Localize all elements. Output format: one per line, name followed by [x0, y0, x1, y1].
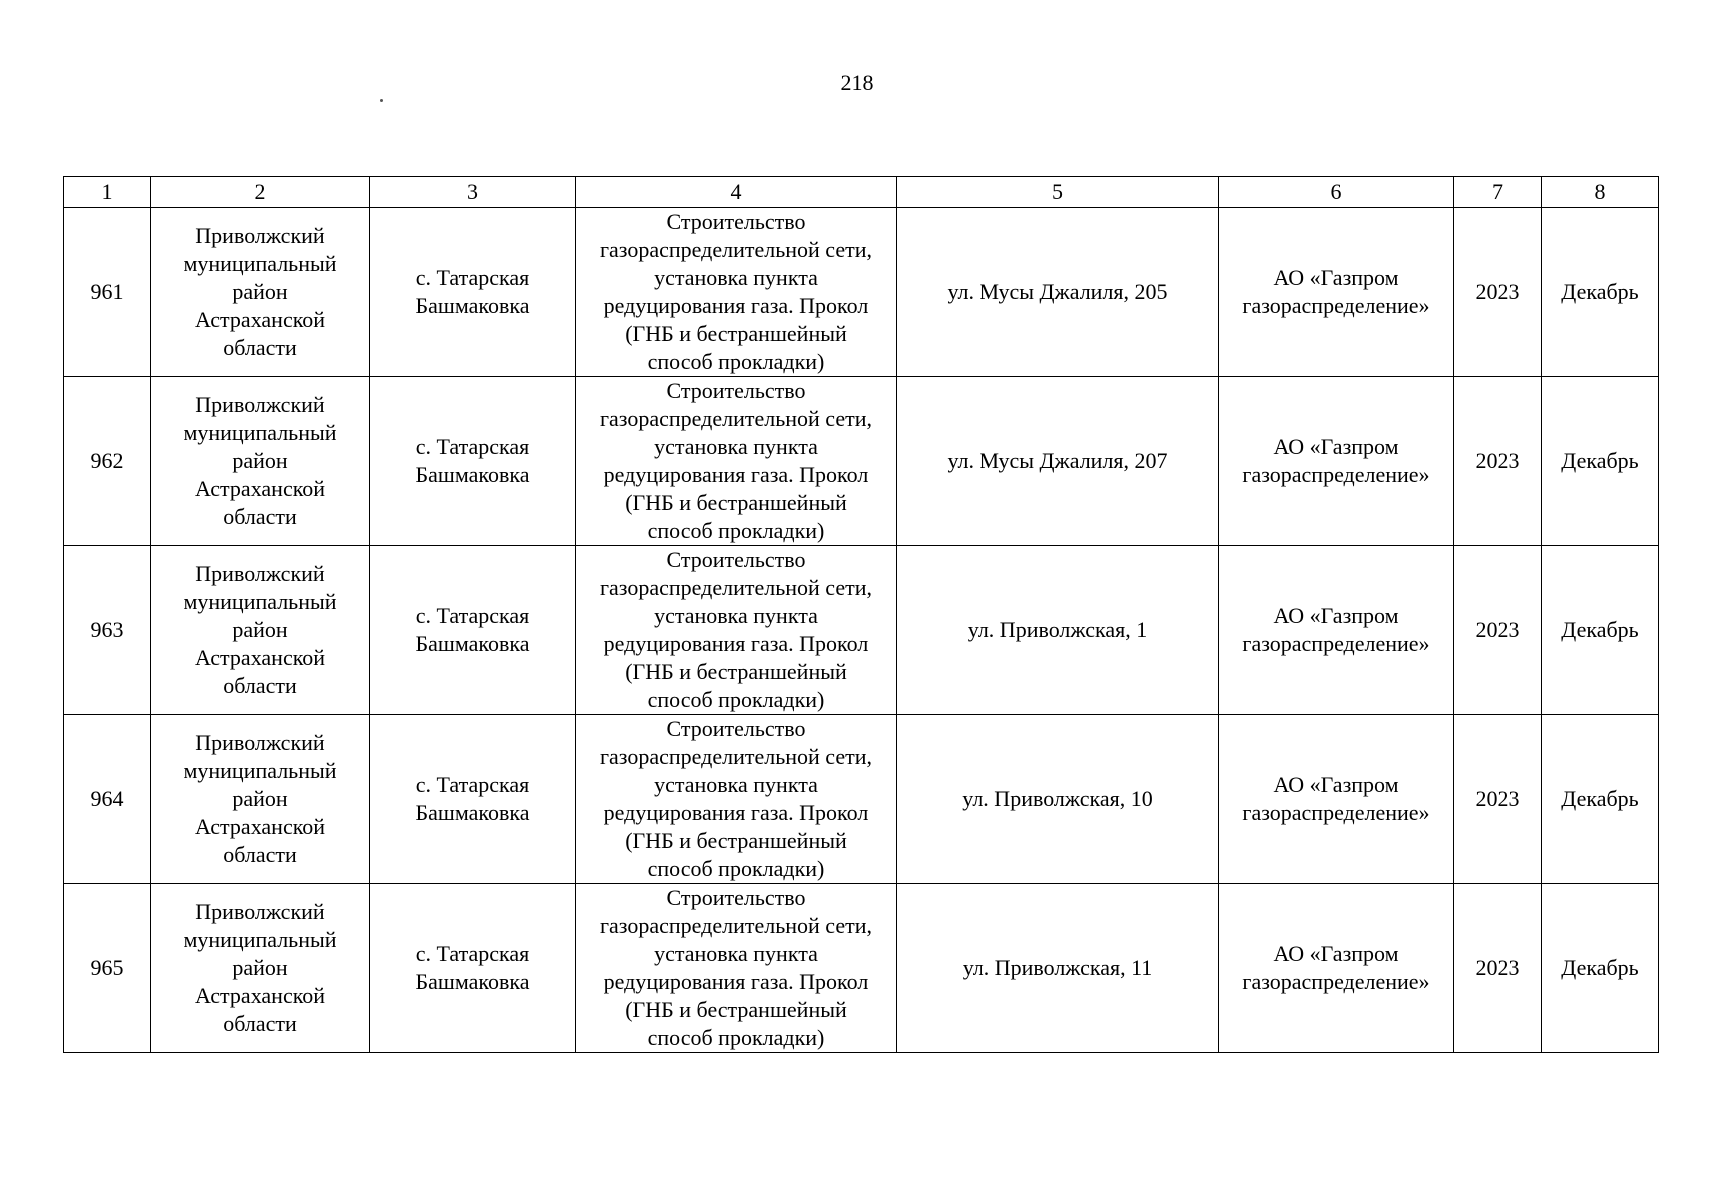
address-cell: ул. Мусы Джалиля, 205: [897, 208, 1219, 377]
row-number: 962: [64, 377, 151, 546]
month-cell: Декабрь: [1542, 208, 1659, 377]
table-row: [64, 208, 1659, 377]
column-header: 5: [897, 177, 1219, 208]
district-cell: Приволжский муниципальный район Астраханской области: [151, 377, 370, 546]
column-header: 8: [1542, 177, 1659, 208]
column-header: 6: [1219, 177, 1454, 208]
month-cell: Декабрь: [1542, 377, 1659, 546]
column-header: 4: [576, 177, 897, 208]
column-header: 2: [151, 177, 370, 208]
address-cell: ул. Приволжская, 10: [897, 715, 1219, 884]
address-cell: ул. Приволжская, 11: [897, 884, 1219, 1053]
organization-cell: АО «Газпром газораспределение»: [1219, 377, 1454, 546]
settlement-cell: с. Татарская Башмаковка: [370, 546, 576, 715]
year-cell: 2023: [1454, 546, 1542, 715]
district-cell: Приволжский муниципальный район Астраханской области: [151, 208, 370, 377]
table-row: [64, 884, 1659, 1053]
page-number: 218: [840, 70, 874, 95]
row-number: 964: [64, 715, 151, 884]
work-description-cell: Строительство газораспределительной сети, установка пункта редуцирования газа. Прокол (ГНБ и бестраншейный способ прокладки): [576, 715, 897, 884]
organization-cell: АО «Газпром газораспределение»: [1219, 884, 1454, 1053]
year-cell: 2023: [1454, 884, 1542, 1053]
work-description-cell: Строительство газораспределительной сети, установка пункта редуцирования газа. Прокол (ГНБ и бестраншейный способ прокладки): [576, 546, 897, 715]
column-header: 7: [1454, 177, 1542, 208]
settlement-cell: с. Татарская Башмаковка: [370, 208, 576, 377]
district-cell: Приволжский муниципальный район Астраханской области: [151, 884, 370, 1053]
column-header: 1: [64, 177, 151, 208]
column-header: 3: [370, 177, 576, 208]
row-number: 965: [64, 884, 151, 1053]
year-cell: 2023: [1454, 377, 1542, 546]
year-cell: 2023: [1454, 715, 1542, 884]
work-description-cell: Строительство газораспределительной сети, установка пункта редуцирования газа. Прокол (ГНБ и бестраншейный способ прокладки): [576, 377, 897, 546]
district-cell: Приволжский муниципальный район Астраханской области: [151, 715, 370, 884]
address-cell: ул. Мусы Джалиля, 207: [897, 377, 1219, 546]
month-cell: Декабрь: [1542, 884, 1659, 1053]
table-row: [64, 546, 1659, 715]
row-number: 961: [64, 208, 151, 377]
table-row: [64, 377, 1659, 546]
scan-speck: [380, 99, 383, 102]
table-row: [64, 715, 1659, 884]
work-description-cell: Строительство газораспределительной сети, установка пункта редуцирования газа. Прокол (ГНБ и бестраншейный способ прокладки): [576, 208, 897, 377]
district-cell: Приволжский муниципальный район Астраханской области: [151, 546, 370, 715]
data-table: [63, 176, 1659, 1053]
settlement-cell: с. Татарская Башмаковка: [370, 884, 576, 1053]
row-number: 963: [64, 546, 151, 715]
month-cell: Декабрь: [1542, 546, 1659, 715]
address-cell: ул. Приволжская, 1: [897, 546, 1219, 715]
month-cell: Декабрь: [1542, 715, 1659, 884]
organization-cell: АО «Газпром газораспределение»: [1219, 546, 1454, 715]
organization-cell: АО «Газпром газораспределение»: [1219, 715, 1454, 884]
column-number-row: [64, 177, 1659, 208]
settlement-cell: с. Татарская Башмаковка: [370, 715, 576, 884]
year-cell: 2023: [1454, 208, 1542, 377]
settlement-cell: с. Татарская Башмаковка: [370, 377, 576, 546]
organization-cell: АО «Газпром газораспределение»: [1219, 208, 1454, 377]
work-description-cell: Строительство газораспределительной сети, установка пункта редуцирования газа. Прокол (ГНБ и бестраншейный способ прокладки): [576, 884, 897, 1053]
